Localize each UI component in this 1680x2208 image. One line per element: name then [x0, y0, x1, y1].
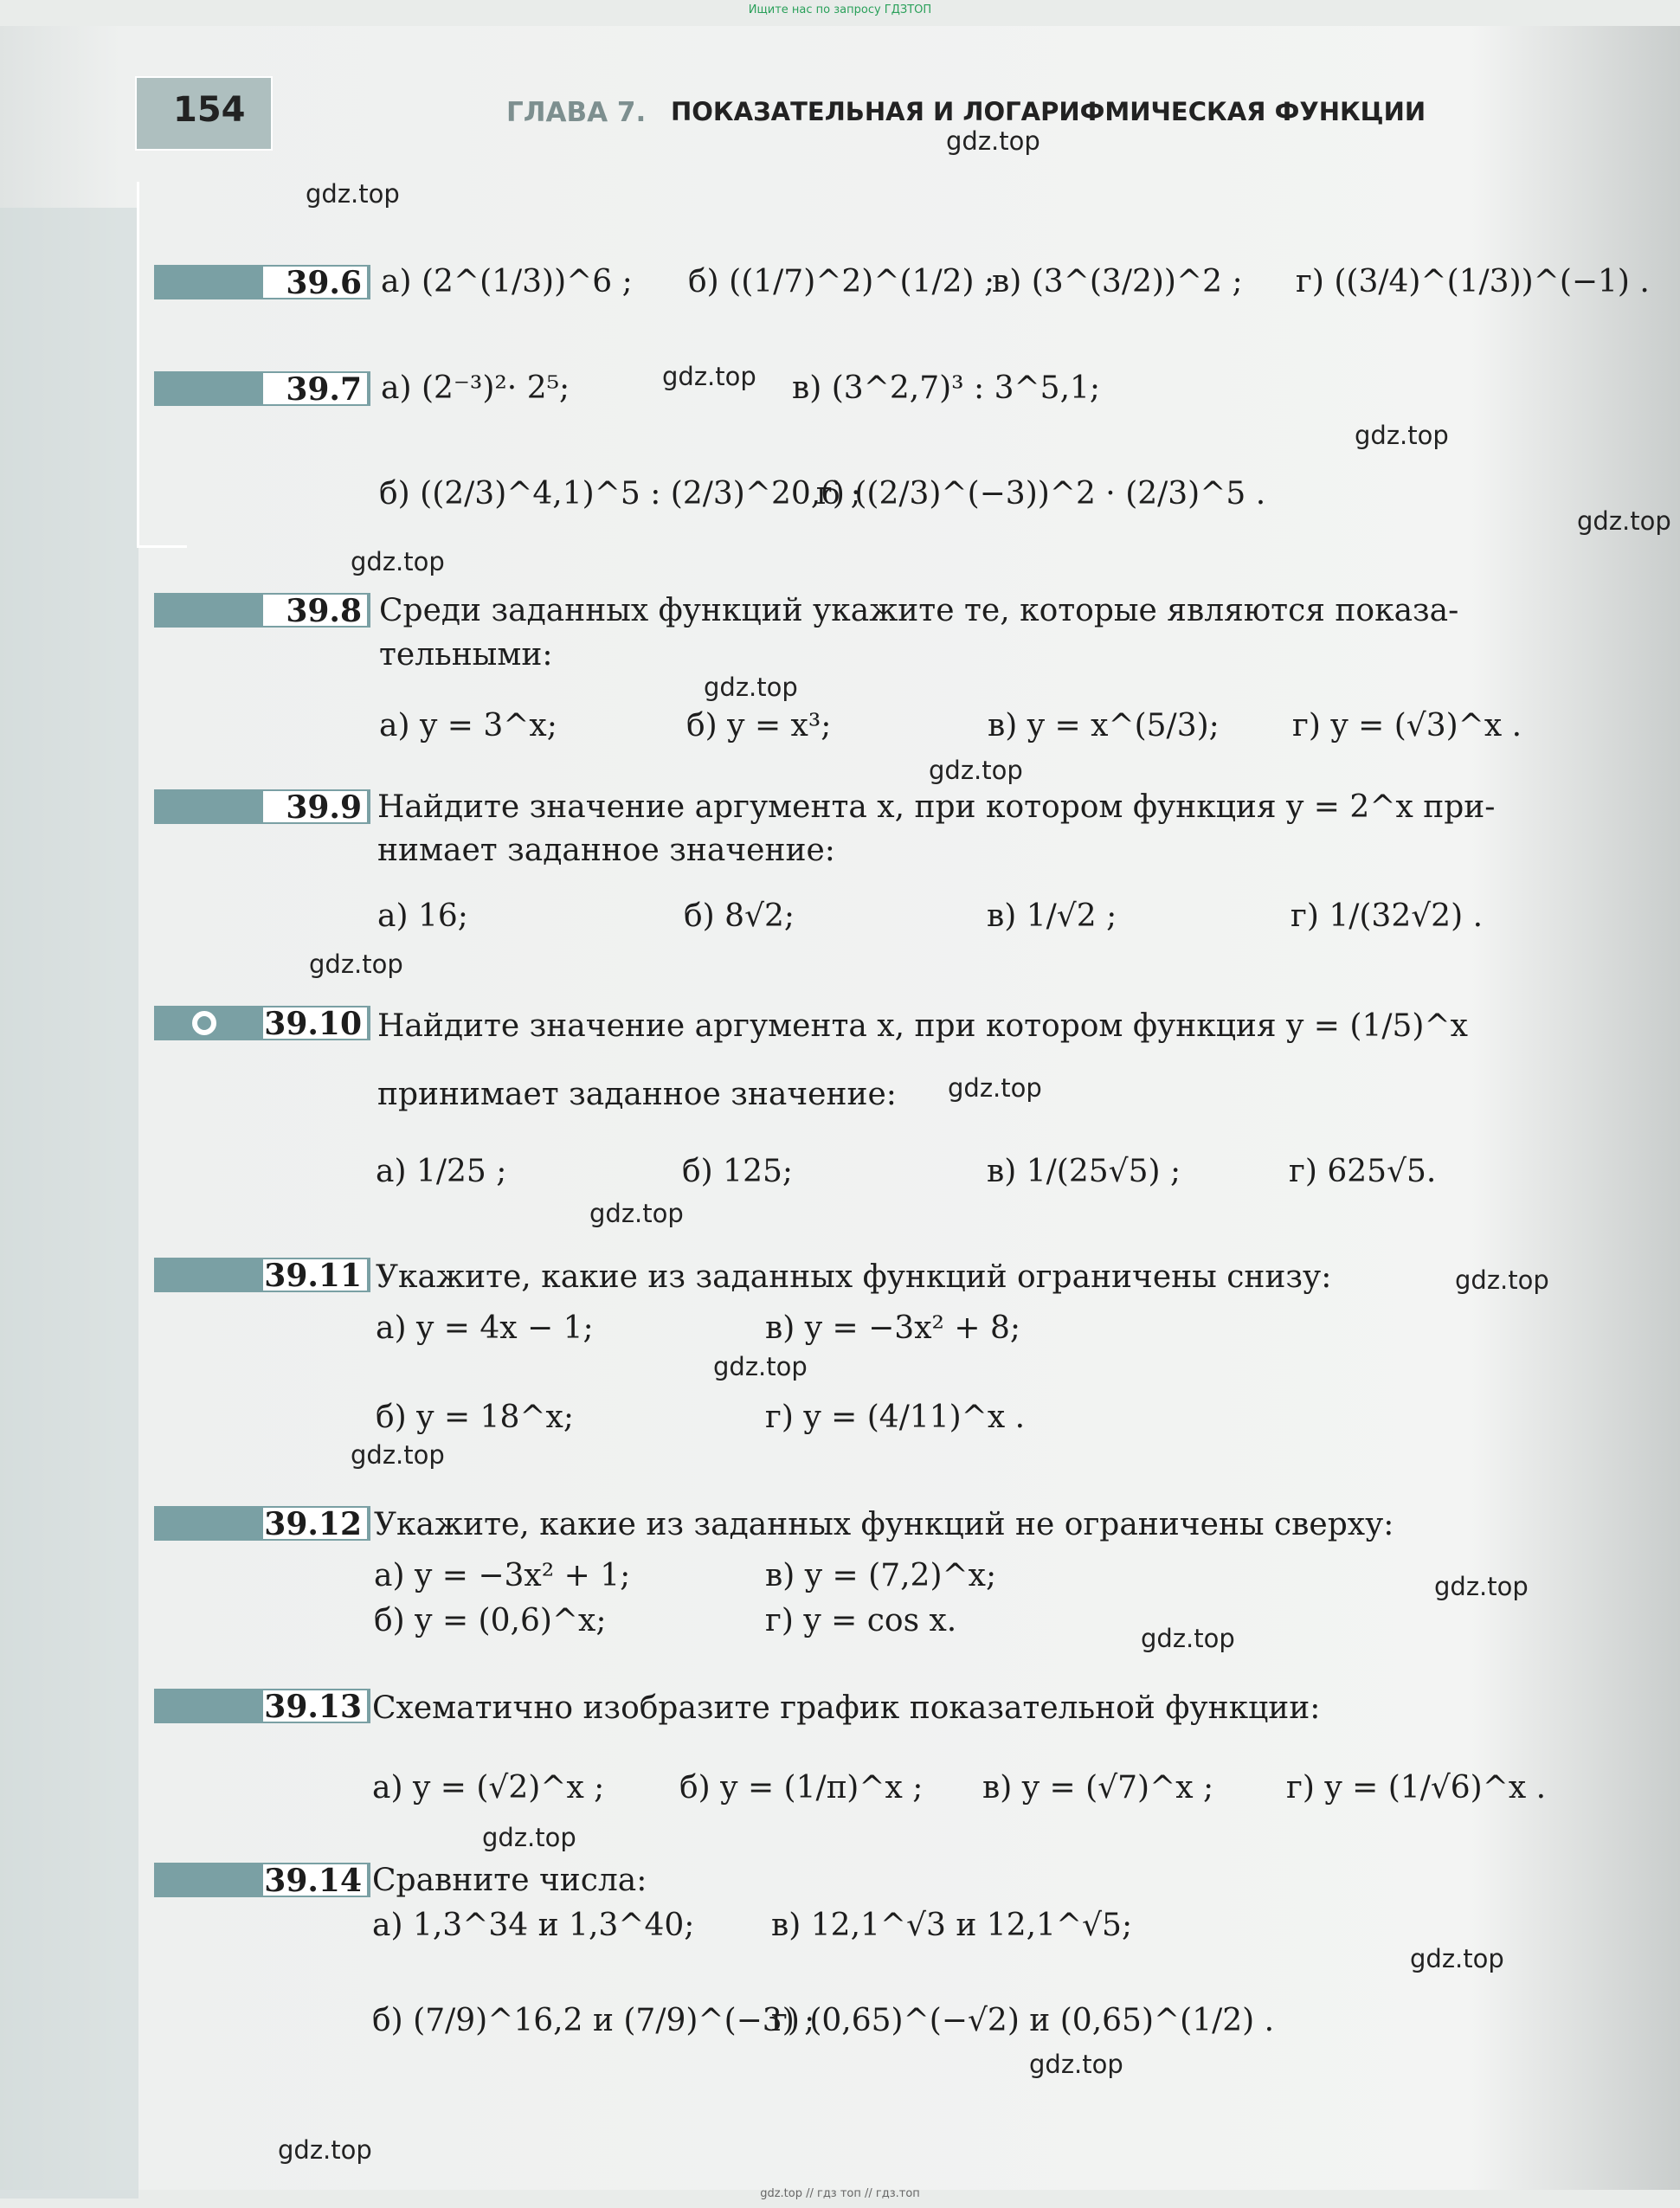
exercise-number: 39.9: [261, 789, 369, 824]
exercise-number: 39.11: [261, 1258, 369, 1292]
exercise-item: а) 1/25 ;: [376, 1154, 507, 1189]
exercise-item: б) ((2/3)^4,1)^5 : (2/3)^20,6 ;: [379, 476, 861, 512]
exercise-number: 39.8: [261, 593, 369, 628]
watermark: gdz.top: [1455, 1265, 1549, 1295]
exercise-item: г) 1/(32√2) .: [1291, 898, 1484, 934]
bottom-note: gdz.top // гдз топ // гдз.топ: [760, 2187, 920, 2200]
left-margin-strip: [0, 208, 138, 2198]
exercise-item: г) 625√5.: [1289, 1154, 1437, 1189]
watermark: gdz.top: [713, 1352, 808, 1381]
watermark: gdz.top: [1141, 1624, 1235, 1653]
exercise-item: в) y = −3x² + 8;: [765, 1310, 1021, 1346]
exercise-number: 39.10: [261, 1006, 369, 1040]
exercise-text: Найдите значение аргумента x, при котором функция y = 2^x при-: [377, 789, 1496, 825]
top-note: Ищите нас по запросу ГДЗТОП: [748, 3, 932, 16]
exercise-number: 39.13: [261, 1689, 369, 1723]
exercise-text: Найдите значение аргумента x, при котором функция y = (1/5)^x: [377, 1008, 1468, 1044]
exercise-text: тельными:: [379, 637, 553, 673]
exercise-text: Схематично изобразите график показательной функции:: [372, 1690, 1321, 1726]
watermark: gdz.top: [351, 1440, 445, 1470]
watermark: gdz.top: [948, 1073, 1042, 1103]
exercise-item: а) y = (√2)^x ;: [372, 1770, 605, 1806]
exercise-item: а) y = 4x − 1;: [376, 1310, 594, 1346]
exercise-text: Укажите, какие из заданных функций не ограничены сверху:: [374, 1507, 1394, 1542]
exercise-item: а) y = −3x² + 1;: [374, 1558, 631, 1593]
watermark: gdz.top: [309, 950, 403, 979]
exercise-text: Укажите, какие из заданных функций ограничены снизу:: [376, 1259, 1332, 1295]
watermark: gdz.top: [306, 179, 400, 209]
exercise-item: в) (3^2,7)³ : 3^5,1;: [792, 370, 1101, 406]
exercise-item: б) y = x³;: [686, 708, 832, 744]
exercise-item: г) ((2/3)^(−3))^2 · (2/3)^5 .: [816, 476, 1266, 512]
difficulty-circle-icon: [192, 1011, 216, 1035]
watermark: gdz.top: [929, 756, 1023, 785]
exercise-item: б) y = (1/π)^x ;: [679, 1770, 924, 1806]
chapter-title: ПОКАЗАТЕЛЬНАЯ И ЛОГАРИФМИЧЕСКАЯ ФУНКЦИИ: [671, 97, 1426, 126]
exercise-item: г) ((3/4)^(1/3))^(−1) .: [1296, 264, 1650, 299]
exercise-item: г) y = (√3)^x .: [1292, 708, 1522, 744]
exercise-item: б) y = (0,6)^x;: [374, 1603, 607, 1638]
exercise-item: б) 125;: [682, 1154, 794, 1189]
exercise-item: а) (2^(1/3))^6 ;: [381, 264, 633, 299]
watermark: gdz.top: [278, 2135, 372, 2165]
exercise-item: в) y = (7,2)^x;: [765, 1558, 997, 1593]
watermark: gdz.top: [704, 673, 798, 702]
exercise-item: в) 1/√2 ;: [987, 898, 1117, 934]
watermark: gdz.top: [1434, 1572, 1529, 1601]
watermark: gdz.top: [589, 1199, 684, 1228]
exercise-item: г) y = cos x.: [765, 1603, 957, 1638]
watermark: gdz.top: [1029, 2050, 1123, 2079]
exercise-item: в) y = (√7)^x ;: [982, 1770, 1214, 1806]
watermark: gdz.top: [1410, 1944, 1504, 1973]
watermark: gdz.top: [662, 362, 756, 391]
exercise-number: 39.7: [261, 371, 369, 406]
exercise-text: Среди заданных функций укажите те, которые являются показа-: [379, 593, 1459, 628]
watermark: gdz.top: [482, 1823, 576, 1852]
exercise-text: принимает заданное значение:: [377, 1077, 897, 1112]
decorative-bracket: [137, 182, 187, 548]
page-number: 154: [173, 90, 246, 130]
exercise-text: Сравните числа:: [372, 1863, 647, 1898]
exercise-item: г) (0,65)^(−√2) и (0,65)^(1/2) .: [771, 2003, 1275, 2038]
watermark: gdz.top: [1577, 506, 1671, 536]
exercise-item: б) 8√2;: [684, 898, 795, 934]
exercise-number: 39.12: [261, 1506, 369, 1541]
exercise-item: в) y = x^(5/3);: [988, 708, 1220, 744]
exercise-item: г) y = (1/√6)^x .: [1286, 1770, 1547, 1806]
chapter-label: ГЛАВА 7.: [506, 97, 647, 128]
exercise-number: 39.6: [261, 265, 369, 299]
exercise-item: а) 1,3^34 и 1,3^40;: [372, 1908, 695, 1943]
watermark: gdz.top: [946, 126, 1040, 156]
exercise-item: а) 16;: [377, 898, 468, 934]
watermark: gdz.top: [351, 547, 445, 576]
exercise-item: б) ((1/7)^2)^(1/2) ;: [688, 264, 995, 299]
exercise-item: б) (7/9)^16,2 и (7/9)^(−3) ;: [372, 2003, 815, 2038]
exercise-item: г) y = (4/11)^x .: [765, 1400, 1026, 1435]
exercise-text: нимает заданное значение:: [377, 833, 835, 868]
watermark: gdz.top: [1355, 421, 1449, 450]
exercise-item: в) 1/(25√5) ;: [987, 1154, 1181, 1189]
exercise-number: 39.14: [261, 1863, 369, 1897]
exercise-item: а) (2⁻³)²· 2⁵;: [381, 370, 570, 406]
exercise-item: б) y = 18^x;: [376, 1400, 574, 1435]
exercise-item: в) 12,1^√3 и 12,1^√5;: [771, 1908, 1133, 1943]
exercise-item: в) (3^(3/2))^2 ;: [992, 264, 1243, 299]
exercise-item: а) y = 3^x;: [379, 708, 557, 744]
